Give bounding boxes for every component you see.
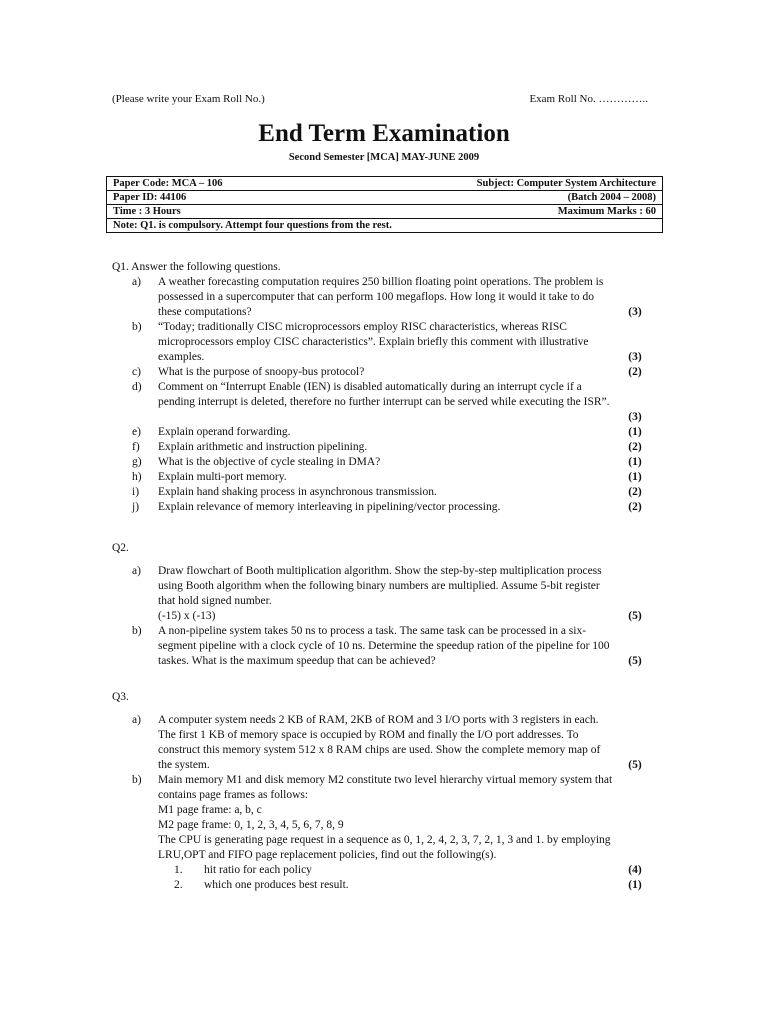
- list-item: [112, 365, 657, 380]
- marks: (2): [628, 501, 642, 513]
- item-label: g): [132, 456, 142, 468]
- list-item: [112, 564, 657, 624]
- item-text: “Today; traditionally CISC microprocessors employ RISC characteristics, whereas RISC microprocessors employ CISC characteristics”. Explain briefly this comment with illustrative examples.: [158, 321, 589, 363]
- item-label: j): [132, 501, 140, 513]
- list-item: [112, 425, 657, 440]
- marks: (1): [628, 879, 642, 891]
- item-text: Explain hand shaking process in asynchronous transmission.: [158, 486, 437, 498]
- list-item: [112, 455, 657, 470]
- marks: (5): [628, 610, 642, 622]
- marks: (1): [628, 426, 642, 438]
- m2-page-frames: M2 page frame: 0, 1, 2, 3, 4, 5, 6, 7, 8, 9: [158, 819, 344, 831]
- question-2: [112, 541, 657, 669]
- item-label: b): [132, 625, 142, 637]
- marks: (2): [628, 486, 642, 498]
- item-text: Explain multi-port memory.: [158, 471, 287, 483]
- question-1: [112, 260, 657, 515]
- list-item: [112, 713, 657, 773]
- item-text: which one produces best result.: [204, 879, 349, 891]
- roll-number-line: [112, 93, 648, 105]
- item-text: Explain relevance of memory interleaving in pipelining/vector processing.: [158, 501, 501, 513]
- marks: (5): [628, 655, 642, 667]
- item-text: A non-pipeline system takes 50 ns to process a task. The same task can be processed in a six-segment pipeline with a clock cycle of 10 ns. Determine the speedup ration of the pipeline for 100 taskes. What is the maximum speedup that can be achieved?: [158, 625, 610, 667]
- marks: (3): [628, 306, 642, 318]
- paper-info-table: [106, 176, 663, 233]
- item-text: Main memory M1 and disk memory M2 constitute two level hierarchy virtual memory system that contains page frames as follows:: [158, 774, 613, 801]
- item-text: Explain arithmetic and instruction pipelining.: [158, 441, 368, 453]
- item-text: A computer system needs 2 KB of RAM, 2KB of ROM and 3 I/O ports with 3 registers in each. The first 1 KB of memory space is occupied by ROM and finally the I/O port addresses. To construct this memory system 512 x 8 RAM chips are used. Show the complete memory map of the system.: [158, 714, 601, 771]
- list-item: [112, 863, 657, 878]
- item-text: What is the purpose of snoopy-bus protocol?: [158, 366, 365, 378]
- marks: (3): [628, 411, 642, 423]
- item-text: hit ratio for each policy: [204, 864, 312, 876]
- list-item: [112, 440, 657, 455]
- item-label: b): [132, 774, 142, 786]
- table-row: [107, 205, 663, 219]
- item-label: 1.: [174, 864, 183, 876]
- list-item: [112, 773, 657, 863]
- list-item: [112, 275, 657, 320]
- list-item: [112, 624, 657, 669]
- subject: Subject: Computer System Architecture: [476, 178, 656, 189]
- item-label: e): [132, 426, 141, 438]
- marks: (4): [628, 864, 642, 876]
- page-request-sequence: The CPU is generating page request in a sequence as 0, 1, 2, 4, 2, 3, 7, 2, 1, 3 and 1. by employing LRU,OPT and FIFO page replacement policies, find out the following(s).: [158, 834, 611, 861]
- question-title: Q1. Answer the following questions.: [112, 261, 281, 273]
- item-label: a): [132, 276, 141, 288]
- max-marks: Maximum Marks : 60: [557, 206, 656, 217]
- question-3: [112, 690, 657, 893]
- batch: (Batch 2004 – 2008): [567, 192, 656, 203]
- list-item: [112, 500, 657, 515]
- item-text: Explain operand forwarding.: [158, 426, 291, 438]
- item-text: A weather forecasting computation requires 250 billion floating point operations. The problem is possessed in a supercomputer that can perform 100 megaflops. How long it would it take to do these computations?: [158, 276, 604, 318]
- marks: (5): [628, 759, 642, 771]
- table-row: [107, 177, 663, 191]
- roll-instruction: (Please write your Exam Roll No.): [112, 93, 265, 105]
- item-operands: (-15) x (-13): [158, 610, 216, 622]
- question-title: Q3.: [112, 691, 129, 703]
- list-item: [112, 878, 657, 893]
- list-item: [112, 380, 657, 425]
- table-row: [107, 191, 663, 205]
- item-label: 2.: [174, 879, 183, 891]
- list-item: [112, 485, 657, 500]
- marks: (1): [628, 471, 642, 483]
- table-row: [107, 219, 663, 233]
- paper-id: Paper ID: 44106: [113, 192, 187, 203]
- item-label: b): [132, 321, 142, 333]
- item-text: Draw flowchart of Booth multiplication algorithm. Show the step-by-step multiplication process using Booth algorithm when the following binary numbers are multiplied. Assume 5-bit register that hold signed number.: [158, 565, 602, 607]
- page-subtitle: Second Semester [MCA] MAY-JUNE 2009: [288, 152, 480, 163]
- page-title: End Term Examination: [258, 120, 510, 147]
- item-text: What is the objective of cycle stealing in DMA?: [158, 456, 381, 468]
- item-label: h): [132, 471, 142, 483]
- list-item: [112, 470, 657, 485]
- item-label: c): [132, 366, 141, 378]
- item-text: Comment on “Interrupt Enable (IEN) is disabled automatically during an interrupt cycle if a pending interrupt is deleted, therefore no further interrupt can be served while executing the ISR”.: [158, 381, 610, 408]
- item-label: d): [132, 381, 142, 393]
- list-item: [112, 320, 657, 365]
- item-label: f): [132, 441, 140, 453]
- marks: (2): [628, 366, 642, 378]
- item-label: i): [132, 486, 140, 498]
- item-label: a): [132, 565, 141, 577]
- marks: (3): [628, 351, 642, 363]
- question-title: Q2.: [112, 542, 129, 554]
- note: Note: Q1. is compulsory. Attempt four questions from the rest.: [107, 219, 663, 233]
- marks: (2): [628, 441, 642, 453]
- item-label: a): [132, 714, 141, 726]
- exam-roll-field: Exam Roll No. …………..: [529, 93, 648, 105]
- m1-page-frames: M1 page frame: a, b, c: [158, 804, 262, 816]
- marks: (1): [628, 456, 642, 468]
- paper-code: Paper Code: MCA – 106: [113, 178, 223, 189]
- time: Time : 3 Hours: [113, 206, 181, 217]
